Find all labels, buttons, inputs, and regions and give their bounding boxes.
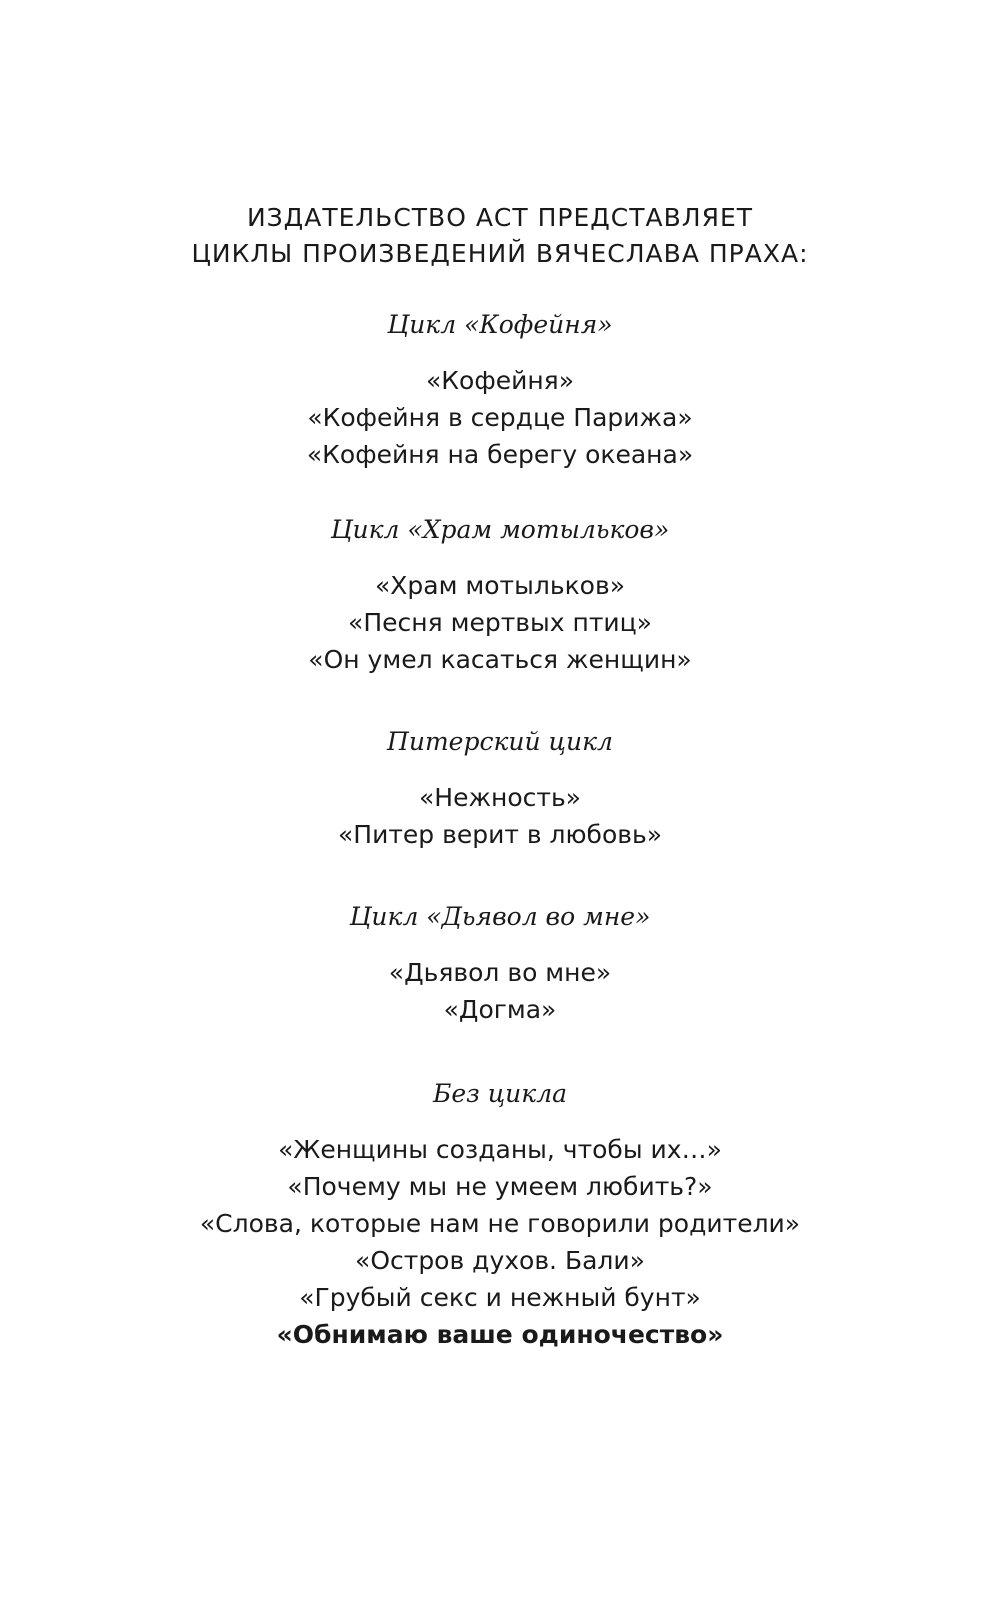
cycle-title: Без цикла — [432, 1079, 568, 1108]
section-no-cycle — [0, 1077, 1000, 1353]
book-title: «Кофейня на берегу океана» — [306, 440, 694, 469]
book-title: «Почему мы не умеем любить?» — [287, 1172, 713, 1201]
book-title: «Он умел касаться женщин» — [308, 645, 692, 674]
cycle-title: Цикл «Храм мотыльков» — [330, 515, 670, 544]
book-title: «Песня мертвых птиц» — [348, 608, 652, 637]
book-title: «Остров духов. Бали» — [355, 1246, 645, 1275]
book-title: «Грубый секс и нежный бунт» — [299, 1283, 701, 1312]
book-title: «Питер верит в любовь» — [337, 820, 663, 849]
book-title: «Храм мотыльков» — [374, 571, 625, 600]
book-title: «Дьявол во мне» — [388, 958, 612, 987]
book-title: «Нежность» — [419, 783, 581, 812]
cycle-title: Цикл «Кофейня» — [387, 310, 613, 339]
section-coffee-house — [0, 308, 1000, 473]
section-piter — [0, 725, 1000, 853]
section-moth-temple — [0, 513, 1000, 678]
book-list — [0, 1131, 1000, 1353]
book-list — [0, 779, 1000, 853]
book-title: «Слова, которые нам не говорили родители» — [199, 1209, 801, 1238]
book-title: «Женщины созданы, чтобы их…» — [278, 1135, 722, 1164]
section-devil-in-me — [0, 900, 1000, 1028]
book-title: «Кофейня в сердце Парижа» — [307, 403, 693, 432]
header-line-2: ЦИКЛЫ ПРОИЗВЕДЕНИЙ ВЯЧЕСЛАВА ПРАХА: — [191, 239, 809, 268]
cycle-title: Питерский цикл — [387, 727, 613, 756]
book-list — [0, 567, 1000, 678]
cycle-title: Цикл «Дьявол во мне» — [349, 902, 651, 931]
book-title-highlighted: «Обнимаю ваше одиночество» — [276, 1320, 724, 1349]
publisher-header — [0, 200, 1000, 272]
book-title: «Кофейня» — [425, 366, 575, 395]
book-list — [0, 362, 1000, 473]
header-line-1: ИЗДАТЕЛЬСТВО АСТ ПРЕДСТАВЛЯЕТ — [246, 203, 754, 232]
book-list — [0, 954, 1000, 1028]
book-title: «Догма» — [443, 995, 557, 1024]
